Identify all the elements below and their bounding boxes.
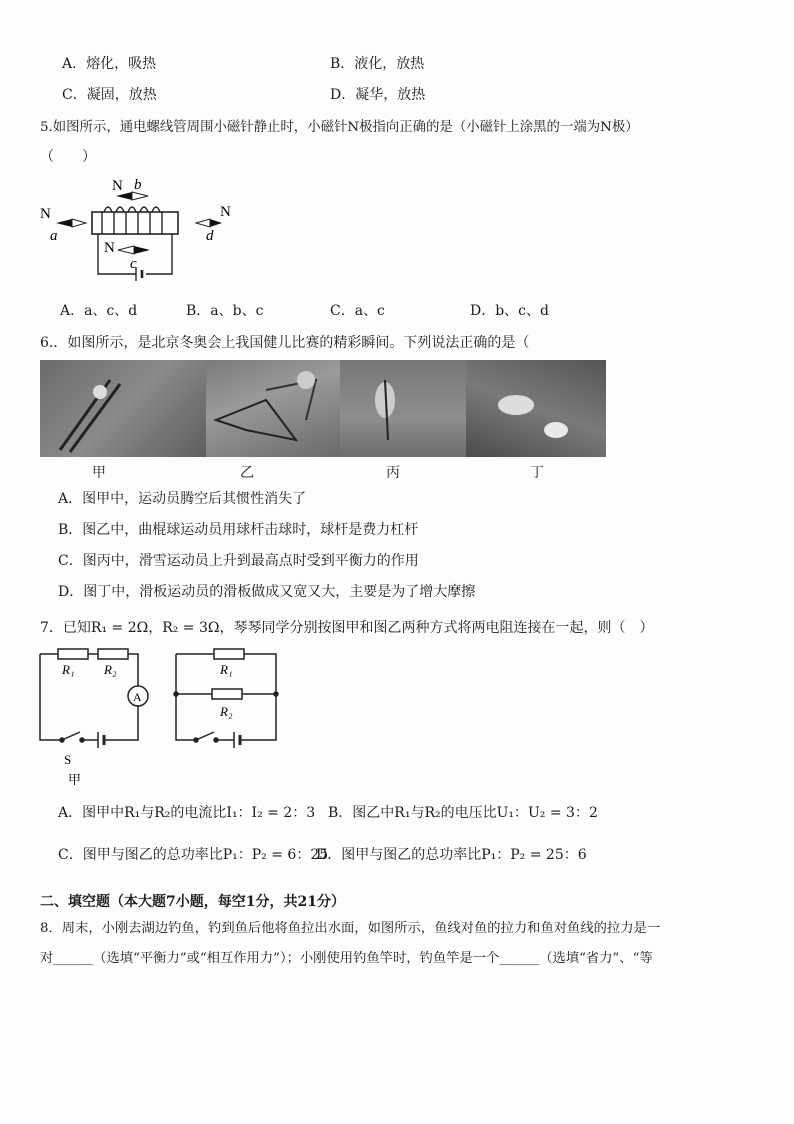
jia-r1-label: R₁ [62,662,75,677]
label-c: c [130,256,137,272]
q6-option-a: A．图甲中，运动员腾空后其惯性消失了 [58,491,307,507]
q4-option-a: A．熔化，吸热 [62,56,157,72]
solenoid-diagram [36,172,256,287]
q6-option-b: B．图乙中，曲棍球运动员用球杆击球时，球杆是费力杠杆 [58,522,419,538]
photo-jia [40,360,206,457]
q5-option-d: D．b、c、d [470,303,549,319]
circuit-jia-caption: 甲 [68,772,82,787]
q7-option-b: B．图乙中R₁与R₂的电压比U₁：U₂ = 3：2 [328,805,598,821]
q8-line-2: 对______（选填“平衡力”或“相互作用力”）；小刚使用钓鱼竿时，钓鱼竿是一个______（选填“省力”、“等 [40,951,653,966]
q8-line-1: 8．周末，小刚去湖边钓鱼，钓到鱼后他将鱼拉出水面，如图所示，鱼线对鱼的拉力和鱼对鱼线的拉力是一 [40,921,661,936]
section-2-title: 二、填空题（本大题7小题，每空1分，共21分） [40,894,345,910]
label-d: d [206,228,214,244]
q7-option-c: C．图甲与图乙的总功率比P₁：P₂ = 6：25 [58,847,329,863]
q4-option-d: D．凝华，放热 [330,87,426,103]
q7-option-a: A．图甲中R₁与R₂的电流比I₁：I₂ = 2：3 [58,805,316,821]
label-n-right: N [220,204,231,220]
q4-option-b: B．液化，放热 [330,56,425,72]
photo-bing [340,360,466,457]
q5-stem: 5.如图所示，通电螺线管周围小磁针静止时，小磁针N极指向正确的是（小磁针上涂黑的一端为N极） [40,120,639,135]
q5-option-a: A．a、c、d [60,303,138,319]
q7-option-d: D．图甲与图乙的总功率比P₁：P₂ = 25：6 [316,847,587,863]
q5-option-c: C．a、c [330,303,385,319]
photo-ding [466,360,606,457]
q5-paren: （ ） [40,149,96,165]
label-b: b [134,177,142,193]
jia-r2-label: R₂ [104,662,117,677]
q5-option-b: B．a、b、c [186,303,264,319]
q6-option-d: D．图丁中，滑板运动员的滑板做成又宽又大，主要是为了增大摩擦 [58,584,476,600]
caption-ding: 丁 [530,465,544,481]
q6-option-c: C．图丙中，滑雪运动员上升到最高点时受到平衡力的作用 [58,553,419,569]
q7-stem: 7．已知R₁ = 2Ω，R₂ = 3Ω，琴琴同学分别按图甲和图乙两种方式将两电阻连接在一起，则（ ） [40,620,654,636]
label-n-bottom: N [104,240,115,256]
switch-label: S [64,752,72,767]
photo-yi [206,360,340,457]
caption-yi: 乙 [240,465,254,481]
yi-r2-label: R₂ [220,704,233,719]
ammeter-label: A [133,690,142,704]
circuit-diagrams [34,644,294,789]
caption-jia: 甲 [92,465,106,481]
label-n-top: N [112,178,123,194]
q4-option-c: C．凝固，放热 [62,87,157,103]
caption-bing: 丙 [386,465,400,481]
q6-stem: 6.．如图所示，是北京冬奥会上我国健儿比赛的精彩瞬间。下列说法正确的是（ [40,335,530,351]
label-a: a [50,228,58,244]
yi-r1-label: R₁ [220,662,233,677]
label-n-left: N [40,206,51,222]
